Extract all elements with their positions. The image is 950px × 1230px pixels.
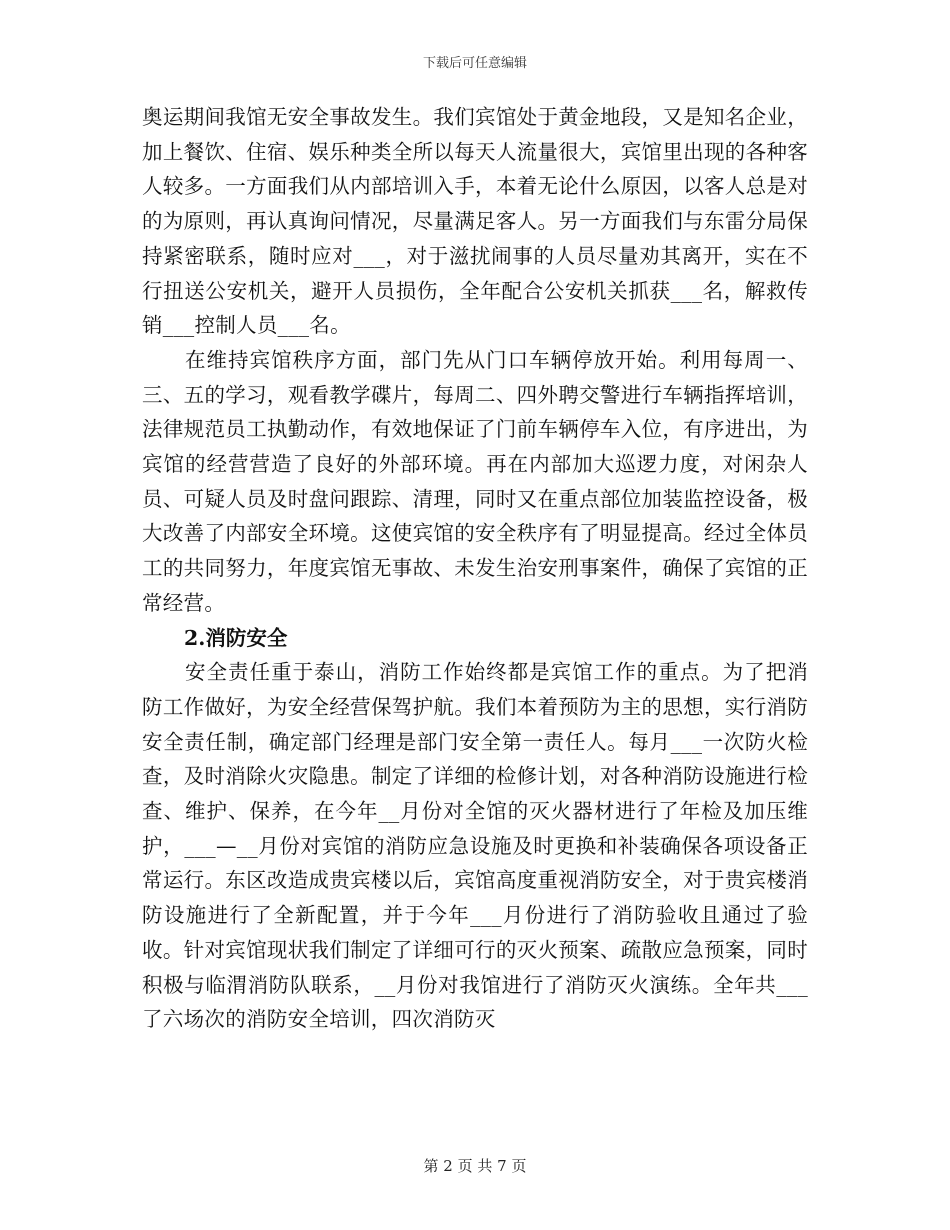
section-heading-fire-safety: 2.消防安全 [184,625,288,650]
page-header-note: 下载后可任意编辑 [422,56,527,71]
paragraph-order-maintenance: 在维持宾馆秩序方面，部门先从门口车辆停放开始。利用每周一、三、五的学习，观看教学碟片，每周二、四外聘交警进行车辆指挥培训，法律规范员工执勤动作，有效地保证了门前车辆停车入位，有序进出，为宾馆的经营营造了良好的外部环境。再在内部加大巡逻力度，对闲杂人员、可疑人员及时盘问跟踪、清理，同时又在重点部位加装监控设备，极大改善了内部安全环境。这使宾馆的安全秩序有了明显提高。经过全体员工的共同努力，年度宾馆无事故、未发生治安刑事案件，确保了宾馆的正常经营。 [142,347,808,615]
paragraph-public-security: 奥运期间我馆无安全事故发生。我们宾馆处于黄金地段，又是知名企业，加上餐饮、住宿、娱乐种类全所以每天人流量很大，宾馆里出现的各种客人较多。一方面我们从内部培训入手，本着无论什么原因，以客人总是对的为原则，再认真询问情况，尽量满足客人。另一方面我们与东雷分局保持紧密联系，随时应对___，对于滋扰闹事的人员尽量劝其离开，实在不行扭送公安机关，避开人员损伤，全年配合公安机关抓获___名，解救传销___控制人员___名。 [142,105,808,338]
document-body [142,100,808,1037]
paragraph-fire-safety: 安全责任重于泰山，消防工作始终都是宾馆工作的重点。为了把消防工作做好，为安全经营保驾护航。我们本着预防为主的思想，实行消防安全责任制，确定部门经理是部门安全第一责任人。每月___一次防火检查，及时消除火灾隐患。制定了详细的检修计划，对各种消防设施进行检查、维护、保养，在今年__月份对全馆的灭火器材进行了年检及加压维护，___—__月份对宾馆的消防应急设施及时更换和补装确保各项设备正常运行。东区改造成贵宾楼以后，宾馆高度重视消防安全，对于贵宾楼消防设施进行了全新配置，并于今年___月份进行了消防验收且通过了验收。针对宾馆现状我们制定了详细可行的灭火预案、疏散应急预案，同时积极与临渭消防队联系，__月份对我馆进行了消防灭火演练。全年共___了六场次的消防安全培训，四次消防灭 [142,660,808,1032]
page-footer-number: 第 2 页 共 7 页 [423,1157,527,1175]
